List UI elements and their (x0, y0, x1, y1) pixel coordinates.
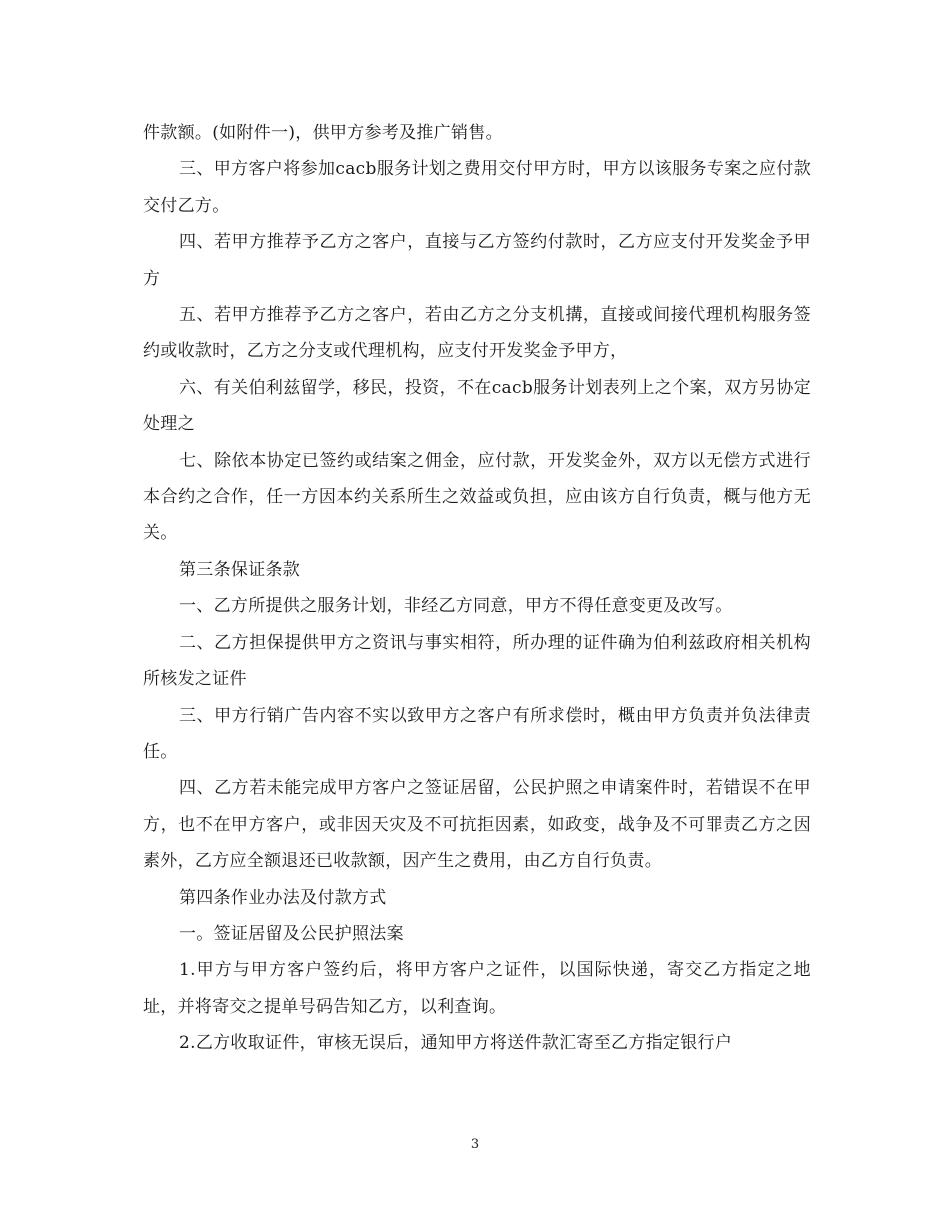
paragraph-10: 四、乙方若未能完成甲方客户之签证居留，公民护照之申请案件时，若错误不在甲方，也不在甲方客户，或非因天灾及不可抗拒因素，如政变，战争及不可罪责乙方之因素外，乙方应全额退还已收款额，因产生之费用，由乙方自行负责。 (143, 778, 811, 872)
section-heading-article-3: 第三条保证条款 (179, 559, 301, 580)
paragraph-8: 二、乙方担保提供甲方之资讯与事实相符，所办理的证件确为伯利兹政府相关机构所核发之证件 (143, 632, 811, 690)
paragraph-4: 五、若甲方推荐予乙方之客户，若由乙方之分支机搆，直接或间接代理机构服务签约或收款时，乙方之分支或代理机构，应支付开发奖金予甲方， (143, 305, 811, 362)
section-heading-article-4: 第四条作业办法及付款方式 (179, 887, 387, 908)
document-body (143, 115, 811, 1062)
paragraph-2: 三、甲方客户将参加cacb服务计划之费用交付甲方时，甲方以该服务专案之应付款交付乙方。 (143, 159, 811, 216)
paragraph-3: 四、若甲方推荐予乙方之客户，直接与乙方签约付款时，乙方应支付开发奖金予甲方 (143, 232, 811, 289)
paragraph-7: 一、乙方所提供之服务计划，非经乙方同意，甲方不得任意变更及改写。 (179, 596, 733, 617)
paragraph-1: 件款额。(如附件一)，供甲方参考及推广销售。 (143, 123, 503, 143)
paragraph-12: 2.乙方收取证件，审核无误后，通知甲方将送件款汇寄至乙方指定银行户 (179, 1033, 733, 1054)
page-number: 3 (470, 1137, 480, 1152)
paragraph-9: 三、甲方行销广告内容不实以致甲方之客户有所求偿时，概由甲方负责并负法律责任。 (143, 705, 811, 762)
paragraph-11: 1.甲方与甲方客户签约后，将甲方客户之证件，以国际快递，寄交乙方指定之地址，并将寄交之提单号码告知乙方，以利查询。 (143, 960, 811, 1017)
subsection-heading: 一。签证居留及公民护照法案 (179, 923, 404, 944)
paragraph-5: 六、有关伯利兹留学，移民，投资，不在cacb服务计划表列上之个案，双方另协定处理之 (143, 377, 811, 435)
paragraph-6: 七、除依本协定已签约或结案之佣金，应付款，开发奖金外，双方以无偿方式进行本合约之合作，任一方因本约关系所生之效益或负担，应由该方自行负责，概与他方无关。 (143, 450, 811, 544)
